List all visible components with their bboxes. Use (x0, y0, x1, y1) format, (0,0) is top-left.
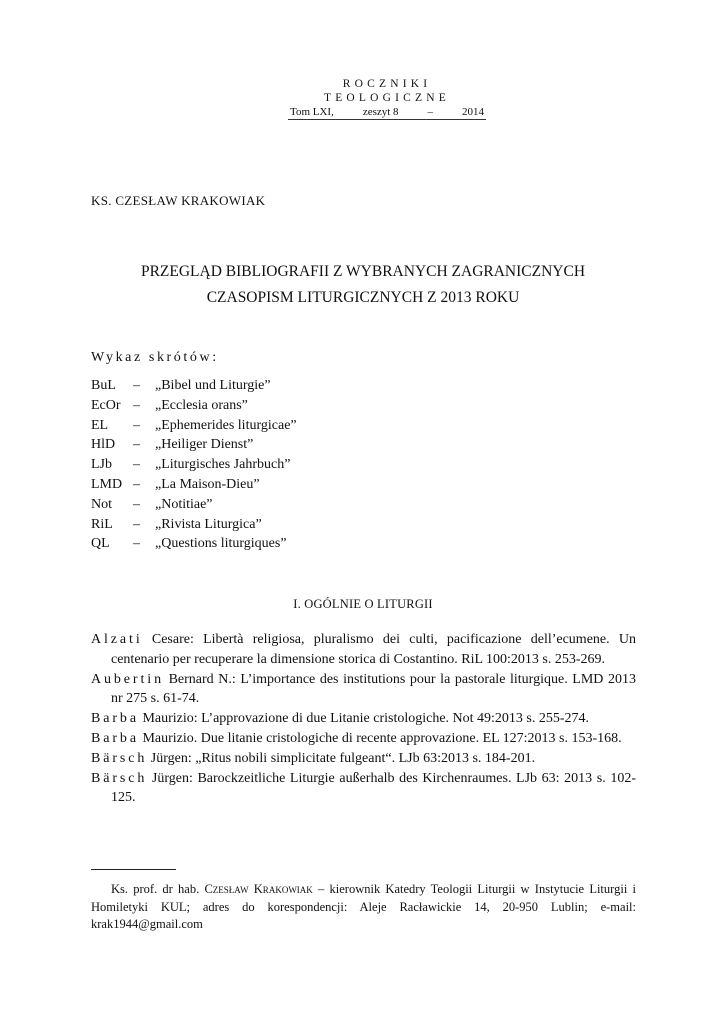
abbreviation-dash: – (133, 496, 140, 512)
footnote-text: – kierownik Katedry Teologii Liturgii w Instytucie Liturgii i Homiletyki KUL; adres do korespondencji: Aleje Racławickie 14, 20-950 Lublin; e-mail: krak1944@gmail.com (91, 882, 636, 931)
footnote-prefix: Ks. prof. dr hab. (111, 882, 205, 896)
entry-author: Bärsch (91, 750, 148, 766)
journal-name: ROCZNIKI TEOLOGICZNE (323, 78, 451, 104)
issue-dash: – (427, 106, 434, 118)
abbreviation-dash: – (133, 516, 140, 532)
entry-text: Bernard N.: L’importance des institutions pour la pastorale liturgique. LMD 2013 nr 275 s. 61-74. (111, 671, 636, 707)
abbreviation-code: EcOr (91, 397, 121, 413)
abbreviation-row (91, 515, 297, 535)
abbreviation-name: „Bibel und Liturgie” (155, 378, 271, 393)
bibliography-entry (91, 729, 636, 749)
abbreviation-code: HlD (91, 437, 116, 453)
abbreviation-dash: – (133, 417, 140, 433)
abbreviation-dash: – (133, 437, 140, 453)
article-author: KS. CZESŁAW KRAKOWIAK (91, 193, 266, 208)
entry-author: Alzati (91, 632, 143, 647)
entry-text: Maurizio. Due litanie cristologiche di recente approvazione. EL 127:2013 s. 153-168. (138, 730, 622, 746)
bibliography-entry (91, 769, 636, 809)
abbreviation-dash: – (133, 476, 140, 492)
abbreviation-row (91, 396, 297, 416)
abbreviation-code: BuL (91, 378, 116, 393)
abbreviation-dash: – (133, 536, 140, 552)
bibliography-entry (91, 670, 636, 710)
issue: zeszyt 8 (362, 106, 399, 118)
journal-issue (288, 105, 486, 120)
year: 2014 (461, 106, 484, 118)
abbreviations-heading: Wykaz skrótów: (91, 350, 219, 365)
title-line-2: CZASOPISM LITURGICZNYCH Z 2013 ROKU (206, 289, 520, 306)
entry-author: Aubertin (91, 671, 164, 687)
abbreviation-name: „Ephemerides liturgicae” (155, 417, 297, 433)
bibliography-entries (91, 630, 636, 808)
abbreviation-code: QL (91, 536, 110, 552)
volume: Tom LXI, (290, 106, 334, 118)
bibliography-entry (91, 749, 636, 769)
abbreviation-name: „Rivista Liturgica” (155, 516, 262, 532)
footnote (91, 881, 636, 934)
entry-text: Cesare: Libertà religiosa, pluralismo dei culti, pacificazione dell’ecumene. Un centenario per recuperare la dimensione storica di Costantino. RiL 100:2013 s. 253-269. (111, 632, 636, 667)
abbreviation-row (91, 376, 297, 396)
abbreviation-row (91, 495, 297, 515)
entry-text: Jürgen: Barockzeitliche Liturgie außerhalb des Kirchenraumes. LJb 63: 2013 s. 102-125. (111, 770, 636, 806)
bibliography-entry (91, 709, 636, 729)
abbreviations-list (91, 376, 297, 554)
abbreviation-dash: – (133, 457, 140, 473)
article-title (91, 259, 635, 311)
entry-author: Barba (91, 730, 139, 746)
abbreviation-dash: – (133, 397, 140, 413)
footnote-rule (91, 869, 176, 870)
abbreviation-dash: – (133, 378, 140, 393)
bibliography-entry (91, 630, 636, 670)
abbreviation-name: „Liturgisches Jahrbuch” (155, 457, 291, 473)
title-line-1: PRZEGLĄD BIBLIOGRAFII Z WYBRANYCH ZAGRANICZNYCH (140, 263, 586, 280)
abbreviation-name: „Notitiae” (155, 496, 213, 512)
abbreviation-name: „La Maison-Dieu” (155, 476, 260, 492)
abbreviation-name: „Ecclesia orans” (155, 397, 248, 413)
journal-header (288, 77, 486, 120)
abbreviation-row (91, 475, 297, 495)
abbreviation-code: LMD (91, 476, 123, 492)
abbreviation-name: „Questions liturgiques” (155, 536, 287, 552)
abbreviation-name: „Heiliger Dienst” (155, 437, 254, 453)
entry-author: Bärsch (91, 770, 148, 786)
abbreviation-row (91, 455, 297, 475)
abbreviation-row (91, 416, 297, 436)
abbreviation-code: EL (91, 417, 109, 433)
abbreviation-code: RiL (91, 516, 113, 532)
abbreviation-code: Not (91, 496, 112, 512)
entry-text: Jürgen: „Ritus nobili simplicitate fulgeant“. LJb 63:2013 s. 184-201. (147, 750, 536, 766)
abbreviation-row (91, 534, 297, 554)
entry-text: Maurizio: L’approvazione di due Litanie cristologiche. Not 49:2013 s. 255-274. (138, 711, 590, 727)
section-heading: I. OGÓLNIE O LITURGII (293, 597, 433, 611)
footnote-author-name: Czesław Krakowiak (204, 882, 313, 896)
abbreviation-code: LJb (91, 457, 112, 473)
entry-author: Barba (91, 711, 139, 727)
abbreviation-row (91, 435, 297, 455)
